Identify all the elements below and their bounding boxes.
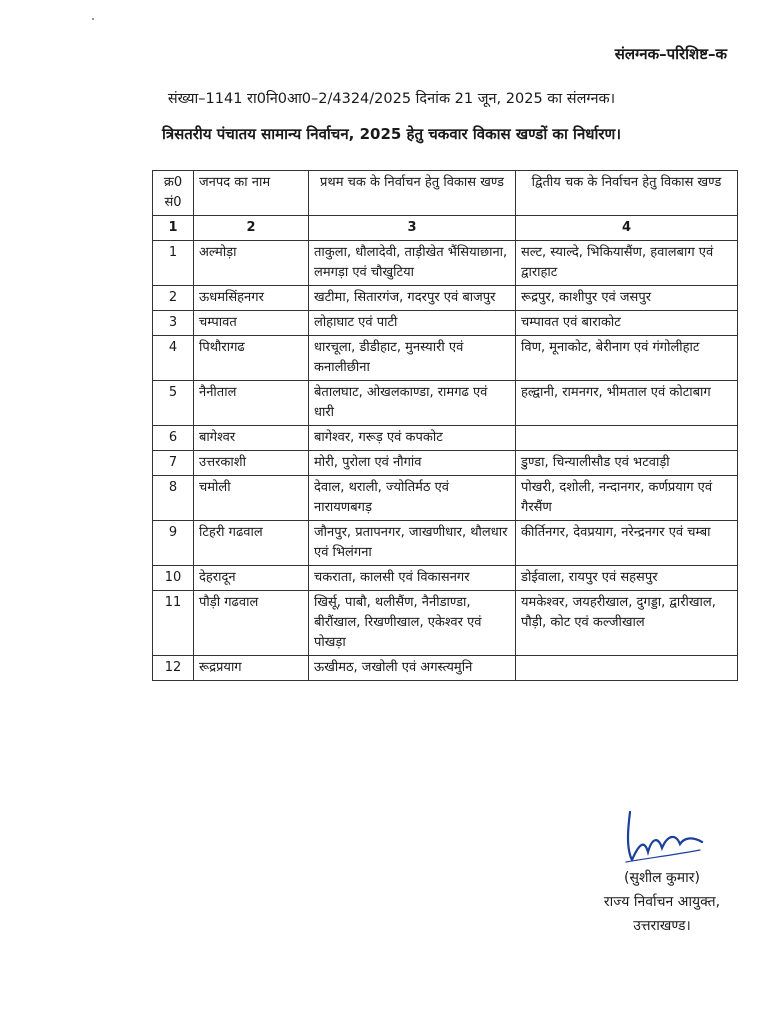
district-cell: चमोली bbox=[194, 476, 309, 521]
column-number: 4 bbox=[516, 216, 738, 241]
phase2-cell: चम्पावत एवं बाराकोट bbox=[516, 311, 738, 336]
serial-cell: 2 bbox=[153, 286, 194, 311]
table-row bbox=[153, 426, 738, 451]
district-cell: टिहरी गढवाल bbox=[194, 521, 309, 566]
district-cell: नैनीताल bbox=[194, 381, 309, 426]
phase1-cell: लोहाघाट एवं पाटी bbox=[309, 311, 516, 336]
table-row bbox=[153, 476, 738, 521]
signatory-designation: राज्य निर्वाचन आयुक्त, bbox=[603, 894, 721, 910]
header-district: जनपद का नाम bbox=[194, 171, 309, 216]
serial-cell: 4 bbox=[153, 336, 194, 381]
table-row bbox=[153, 311, 738, 336]
column-number: 2 bbox=[194, 216, 309, 241]
phase2-cell: सल्ट, स्याल्दे, भिकियासैंण, हवालबाग एवं द्वाराहाट bbox=[516, 241, 738, 286]
serial-cell: 7 bbox=[153, 451, 194, 476]
phase2-cell: कीर्तिनगर, देवप्रयाग, नरेन्द्रनगर एवं चम्बा bbox=[516, 521, 738, 566]
serial-cell: 12 bbox=[153, 656, 194, 681]
phase2-cell: रूद्रपुर, काशीपुर एवं जसपुर bbox=[516, 286, 738, 311]
serial-cell: 10 bbox=[153, 566, 194, 591]
signatory-name: (सुशील कुमार) bbox=[624, 870, 700, 886]
phase2-cell: डुण्डा, चिन्यालीसौड एवं भटवाड़ी bbox=[516, 451, 738, 476]
phase1-cell: धारचूला, डीडीहाट, मुनस्यारी एवं कनालीछीना bbox=[309, 336, 516, 381]
phase1-cell: चकराता, कालसी एवं विकासनगर bbox=[309, 566, 516, 591]
signatory-block bbox=[572, 866, 752, 938]
table-row bbox=[153, 336, 738, 381]
block-allocation-table bbox=[152, 170, 738, 681]
header-phase1: प्रथम चक के निर्वाचन हेतु विकास खण्ड bbox=[309, 171, 516, 216]
phase2-cell: डोईवाला, रायपुर एवं सहसपुर bbox=[516, 566, 738, 591]
phase1-cell: देवाल, थराली, ज्योतिर्मठ एवं नारायणबगड़ bbox=[309, 476, 516, 521]
serial-cell: 6 bbox=[153, 426, 194, 451]
phase1-cell: बागेश्वर, गरूड़ एवं कपकोट bbox=[309, 426, 516, 451]
table-row bbox=[153, 591, 738, 656]
serial-cell: 9 bbox=[153, 521, 194, 566]
scan-speck bbox=[92, 18, 94, 20]
phase2-cell bbox=[516, 426, 738, 451]
serial-cell: 1 bbox=[153, 241, 194, 286]
district-cell: पिथौरागढ bbox=[194, 336, 309, 381]
table-row bbox=[153, 566, 738, 591]
phase2-cell: यमकेश्वर, जयहरीखाल, दुगड्डा, द्वारीखाल, पौड़ी, कोट एवं कल्जीखाल bbox=[516, 591, 738, 656]
phase2-cell: हल्द्वानी, रामनगर, भीमताल एवं कोटाबाग bbox=[516, 381, 738, 426]
serial-cell: 11 bbox=[153, 591, 194, 656]
district-cell: रूद्रप्रयाग bbox=[194, 656, 309, 681]
column-number: 3 bbox=[309, 216, 516, 241]
serial-cell: 8 bbox=[153, 476, 194, 521]
table-row bbox=[153, 241, 738, 286]
header-serial: क्र0 सं0 bbox=[153, 171, 194, 216]
phase1-cell: बेतालघाट, ओखलकाण्डा, रामगढ एवं धारी bbox=[309, 381, 516, 426]
serial-cell: 3 bbox=[153, 311, 194, 336]
phase2-cell: विण, मूनाकोट, बेरीनाग एवं गंगोलीहाट bbox=[516, 336, 738, 381]
reference-line: संख्या–1141 रा0नि0आ0–2/4324/2025 दिनांक 21 जून, 2025 का संलग्नक। bbox=[167, 91, 616, 107]
table-row bbox=[153, 656, 738, 681]
header-phase2: द्वितीय चक के निर्वाचन हेतु विकास खण्ड bbox=[516, 171, 738, 216]
phase2-cell bbox=[516, 656, 738, 681]
signature-mark bbox=[618, 808, 708, 864]
phase1-cell: खिर्सू, पाबौ, थलीसैंण, नैनीडाण्डा, बीरौंखाल, रिखणीखाल, एकेश्वर एवं पोखड़ा bbox=[309, 591, 516, 656]
phase1-cell: ताकुला, धौलादेवी, ताड़ीखेत भैंसियाछाना, लमगड़ा एवं चौखुटिया bbox=[309, 241, 516, 286]
signatory-state: उत्तराखण्ड। bbox=[633, 918, 691, 934]
district-cell: पौड़ी गढवाल bbox=[194, 591, 309, 656]
table-header-row bbox=[153, 171, 738, 216]
annex-label: संलग्नक–परिशिष्ट–क bbox=[614, 45, 727, 63]
phase1-cell: ऊखीमठ, जखोली एवं अगस्त्यमुनि bbox=[309, 656, 516, 681]
district-cell: उत्तरकाशी bbox=[194, 451, 309, 476]
district-cell: देहरादून bbox=[194, 566, 309, 591]
table-row bbox=[153, 286, 738, 311]
phase2-cell: पोखरी, दशोली, नन्दानगर, कर्णप्रयाग एवं गैरसैंण bbox=[516, 476, 738, 521]
table-row bbox=[153, 381, 738, 426]
phase1-cell: खटीमा, सितारगंज, गदरपुर एवं बाजपुर bbox=[309, 286, 516, 311]
district-cell: अल्मोड़ा bbox=[194, 241, 309, 286]
column-number-row bbox=[153, 216, 738, 241]
phase1-cell: जौनपुर, प्रतापनगर, जाखणीधार, थौलधार एवं भिलंगना bbox=[309, 521, 516, 566]
district-cell: चम्पावत bbox=[194, 311, 309, 336]
column-number: 1 bbox=[153, 216, 194, 241]
serial-cell: 5 bbox=[153, 381, 194, 426]
table-row bbox=[153, 521, 738, 566]
district-cell: बागेश्वर bbox=[194, 426, 309, 451]
phase1-cell: मोरी, पुरोला एवं नौगांव bbox=[309, 451, 516, 476]
document-title: त्रिसतरीय पंचातय सामान्य निर्वाचन, 2025 हेतु चकवार विकास खण्डों का निर्धारण। bbox=[161, 125, 622, 143]
table-row bbox=[153, 451, 738, 476]
district-cell: ऊधमसिंहनगर bbox=[194, 286, 309, 311]
